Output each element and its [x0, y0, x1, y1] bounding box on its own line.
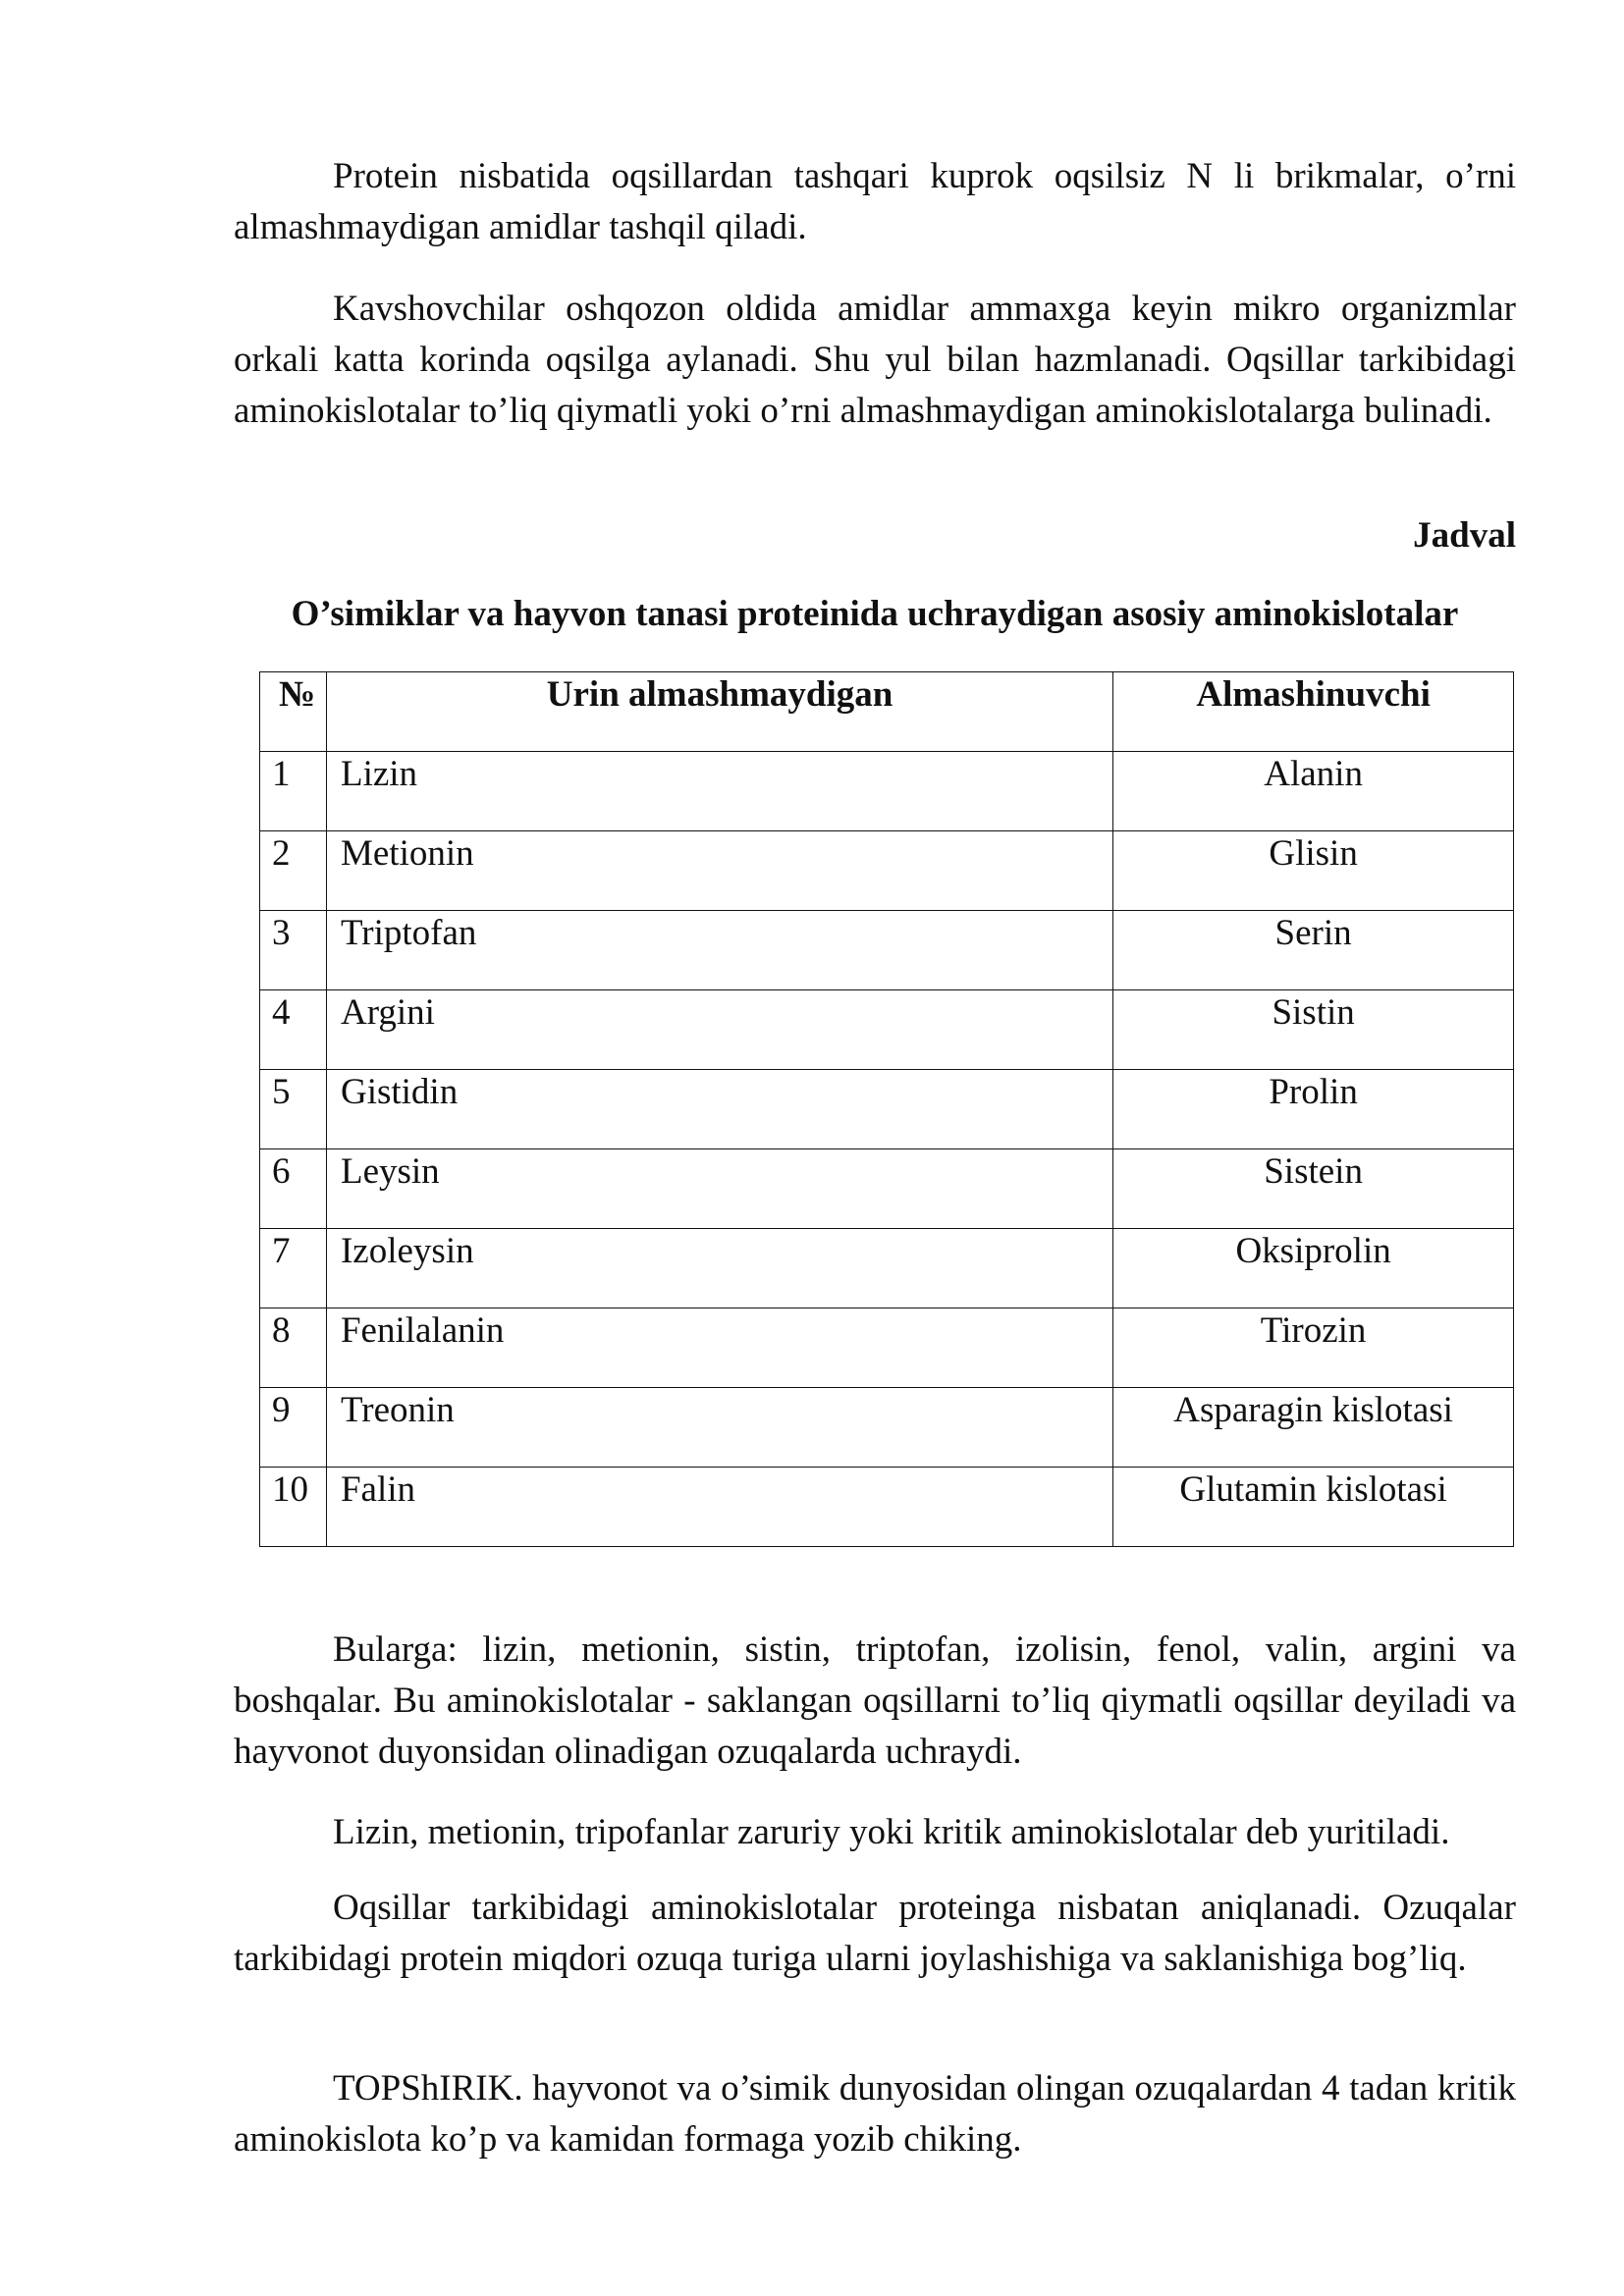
paragraph-protein-intro: Protein nisbatida oqsillardan tashqari kuprok oqsilsiz N li brikmalar, o’rni almashmaydigan amidlar tashqil qiladi. [234, 156, 1516, 247]
amino-acid-table [259, 671, 1514, 1547]
table-header-row [260, 672, 1514, 752]
table-row [260, 1468, 1514, 1547]
paragraph-kavshovchilar: Kavshovchilar oshqozon oldida amidlar ammaxga keyin mikro organizmlar orkali katta korinda oqsilga aylanadi. Shu yul bilan hazmlanadi. Oqsillar tarkibidagi aminokislotalar to’liq qiymatli yoki o’rni almashmaydigan aminokislotalarga bulinadi. [234, 289, 1516, 431]
table-row [260, 1229, 1514, 1308]
cell-urin: Metionin [326, 831, 1112, 911]
table-row [260, 1388, 1514, 1468]
cell-urin: Treonin [326, 1388, 1112, 1468]
table-label: Jadval [1413, 515, 1516, 556]
header-number: № [260, 672, 327, 752]
cell-urin: Falin [326, 1468, 1112, 1547]
cell-almashinuvchi: Prolin [1113, 1070, 1514, 1149]
paragraph-topshirik: TOPShIRIK. hayvonot va o’simik dunyosidan olingan ozuqalardan 4 tadan kritik aminokislota ko’p va kamidan formaga yozib chiking. [234, 2068, 1516, 2160]
cell-almashinuvchi: Glutamin kislotasi [1113, 1468, 1514, 1547]
table-row [260, 990, 1514, 1070]
cell-urin: Fenilalanin [326, 1308, 1112, 1388]
header-almashinuvchi: Almashinuvchi [1113, 672, 1514, 752]
cell-number: 8 [260, 1308, 327, 1388]
cell-urin: Lizin [326, 752, 1112, 831]
cell-number: 10 [260, 1468, 327, 1547]
cell-number: 9 [260, 1388, 327, 1468]
cell-number: 4 [260, 990, 327, 1070]
cell-almashinuvchi: Oksiprolin [1113, 1229, 1514, 1308]
table-row [260, 1149, 1514, 1229]
cell-number: 1 [260, 752, 327, 831]
cell-number: 5 [260, 1070, 327, 1149]
table-row [260, 752, 1514, 831]
cell-number: 7 [260, 1229, 327, 1308]
cell-almashinuvchi: Serin [1113, 911, 1514, 990]
table-row [260, 911, 1514, 990]
cell-urin: Argini [326, 990, 1112, 1070]
paragraph-proteinga-nisbatan: Oqsillar tarkibidagi aminokislotalar proteinga nisbatan aniqlanadi. Ozuqalar tarkibidagi protein miqdori ozuqa turiga ularni joylashishiga va saklanishiga bog’liq. [234, 1888, 1516, 1979]
cell-almashinuvchi: Alanin [1113, 752, 1514, 831]
table-title: O’simiklar va hayvon tanasi proteinida uchraydigan asosiy aminokislotalar [291, 594, 1459, 634]
cell-almashinuvchi: Asparagin kislotasi [1113, 1388, 1514, 1468]
cell-urin: Izoleysin [326, 1229, 1112, 1308]
cell-almashinuvchi: Tirozin [1113, 1308, 1514, 1388]
table-row [260, 831, 1514, 911]
cell-almashinuvchi: Sistin [1113, 990, 1514, 1070]
cell-number: 3 [260, 911, 327, 990]
cell-urin: Gistidin [326, 1070, 1112, 1149]
cell-urin: Triptofan [326, 911, 1112, 990]
cell-number: 2 [260, 831, 327, 911]
cell-number: 6 [260, 1149, 327, 1229]
cell-almashinuvchi: Glisin [1113, 831, 1514, 911]
cell-urin: Leysin [326, 1149, 1112, 1229]
table-row [260, 1308, 1514, 1388]
paragraph-bularga: Bularga: lizin, metionin, sistin, triptofan, izolisin, fenol, valin, argini va boshqalar. Bu aminokislotalar - saklangan oqsillarni to’liq qiymatli oqsillar deyiladi va hayvonot duyonsidan olinadigan ozuqalarda uchraydi. [234, 1629, 1516, 1772]
header-urin-almashmaydigan: Urin almashmaydigan [326, 672, 1112, 752]
table-row [260, 1070, 1514, 1149]
cell-almashinuvchi: Sistein [1113, 1149, 1514, 1229]
paragraph-kritik: Lizin, metionin, tripofanlar zaruriy yoki kritik aminokislotalar deb yuritiladi. [333, 1812, 1450, 1852]
